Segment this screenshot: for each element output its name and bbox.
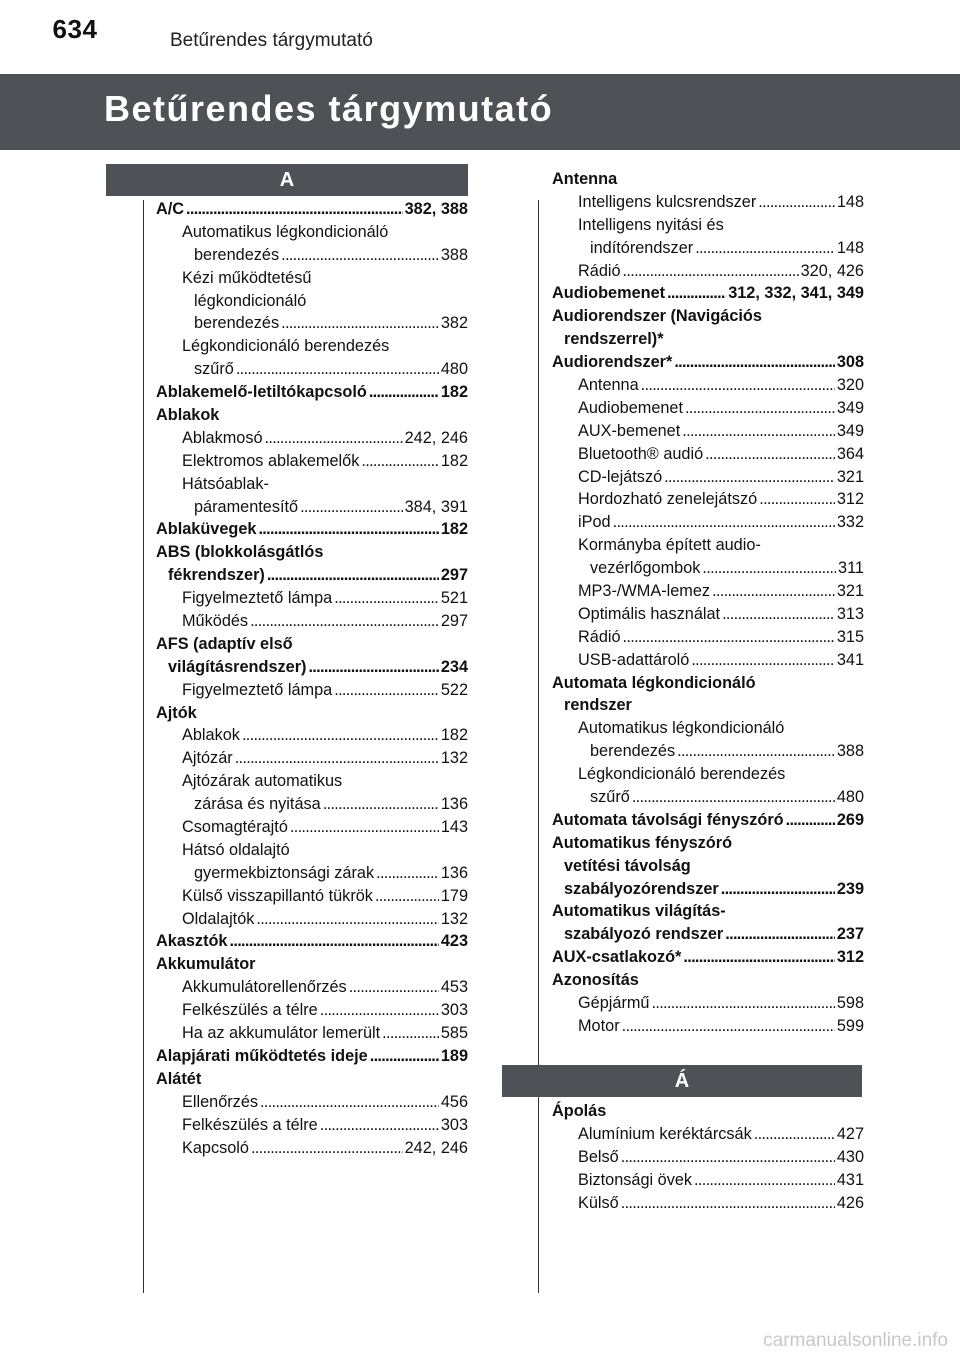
dot-leader xyxy=(675,740,835,763)
index-entry xyxy=(552,740,864,763)
index-entry xyxy=(156,335,468,358)
dot-leader xyxy=(650,992,835,1015)
index-entry-page: 480 xyxy=(836,788,864,807)
index-entry-term: Alumínium keréktárcsák xyxy=(578,1124,752,1143)
index-entry-term: Gépjármű xyxy=(578,994,650,1013)
index-entry-page: 364 xyxy=(836,444,864,463)
index-entry xyxy=(552,855,864,878)
dot-leader xyxy=(621,260,799,283)
index-entry-term: Kézi működtetésű xyxy=(182,268,312,287)
title-banner xyxy=(0,74,960,150)
dot-leader xyxy=(619,1146,835,1169)
index-entry xyxy=(552,466,864,489)
index-entry-term: Belső xyxy=(578,1147,619,1166)
dot-leader xyxy=(318,1114,439,1137)
index-entry xyxy=(156,862,468,885)
index-entry-term: Hátsóablak- xyxy=(182,474,269,493)
index-entry xyxy=(156,518,468,541)
index-entry xyxy=(552,237,864,260)
dot-leader xyxy=(719,878,835,901)
index-entry xyxy=(552,694,864,717)
index-entry xyxy=(552,786,864,809)
index-entry xyxy=(156,999,468,1022)
index-entry xyxy=(156,1045,468,1068)
index-entry xyxy=(552,1169,864,1192)
index-entry-term: MP3-/WMA-lemez xyxy=(578,582,711,601)
index-entry-page: 341 xyxy=(836,650,864,669)
index-entry-term: Elektromos ablakemelők xyxy=(182,451,360,470)
index-entry xyxy=(552,420,864,443)
index-entry xyxy=(552,557,864,580)
index-entry-term: CD-lejátszó xyxy=(578,467,663,486)
index-entry-term: Audiobemenet xyxy=(578,398,684,417)
index-entry xyxy=(156,450,468,473)
index-entry xyxy=(156,381,468,404)
index-entry-term: indítórendszer xyxy=(590,238,694,257)
index-entry xyxy=(552,946,864,969)
index-entry-page: 480 xyxy=(440,360,468,379)
index-entry xyxy=(552,1100,864,1123)
index-entry-term: szűrő xyxy=(194,360,234,379)
index-entry-term: Optimális használat xyxy=(578,604,721,623)
index-entry-page: 522 xyxy=(440,680,468,699)
index-entry xyxy=(156,656,468,679)
index-entry-page: 136 xyxy=(440,863,468,882)
index-entry xyxy=(156,702,468,725)
index-entry-term: Antenna xyxy=(552,169,618,188)
index-entry-page: 242, 246 xyxy=(404,1138,468,1157)
index-entry-page: 148 xyxy=(836,192,864,211)
index-entry-term: Ablaküvegek xyxy=(156,520,257,539)
index-entry-term: Akasztók xyxy=(156,932,228,951)
index-entry-term: Ápolás xyxy=(552,1101,607,1120)
dot-leader xyxy=(689,649,835,672)
dot-leader xyxy=(692,1169,835,1192)
index-entry xyxy=(552,603,864,626)
index-entry-page: 297 xyxy=(440,612,468,631)
index-entry xyxy=(156,724,468,747)
index-entry-term: berendezés xyxy=(194,245,280,264)
index-entry xyxy=(552,969,864,992)
index-entry-term: Rádió xyxy=(578,627,621,646)
index-entry-page: 431 xyxy=(836,1170,864,1189)
index-entry xyxy=(552,397,864,420)
index-entry-term: Rádió xyxy=(578,261,621,280)
dot-leader xyxy=(233,747,439,770)
index-entry-term: Felkészülés a télre xyxy=(182,1115,318,1134)
index-entry-term: ABS (blokkolásgátlós xyxy=(156,543,324,562)
column-divider-left xyxy=(143,200,144,1293)
dot-leader xyxy=(672,351,835,374)
index-entry-term: Ajtózár xyxy=(182,749,233,768)
index-entry xyxy=(552,992,864,1015)
index-entry xyxy=(552,260,864,283)
index-entry-term: Légkondicionáló berendezés xyxy=(578,765,786,784)
index-entry-page: 303 xyxy=(440,1001,468,1020)
dot-leader xyxy=(752,1123,835,1146)
index-entry-page: 384, 391 xyxy=(404,497,468,516)
index-entry-page: 521 xyxy=(440,589,468,608)
index-entry-page: 453 xyxy=(440,978,468,997)
index-entry xyxy=(156,473,468,496)
dot-leader xyxy=(367,381,439,404)
index-entry-page: 182 xyxy=(440,383,468,402)
index-entry-term: Kapcsoló xyxy=(182,1138,249,1157)
index-entry-term: gyermekbiztonsági zárak xyxy=(194,863,375,882)
index-entry-term: Ablakok xyxy=(182,726,240,745)
index-entry xyxy=(156,496,468,519)
index-entry-term: Figyelmeztető lámpa xyxy=(182,680,333,699)
index-entry-page: 179 xyxy=(440,886,468,905)
index-entry xyxy=(552,672,864,695)
index-entry-term: Alapjárati működtetés ideje xyxy=(156,1046,368,1065)
index-entry-page: 234 xyxy=(440,657,468,676)
index-entry xyxy=(156,1137,468,1160)
index-entry xyxy=(552,649,864,672)
index-entry-page: 598 xyxy=(836,994,864,1013)
index-entry-term: Automatikus fényszóró xyxy=(552,833,733,852)
index-entry xyxy=(552,214,864,237)
index-entry-page: 313 xyxy=(836,604,864,623)
dot-leader xyxy=(321,793,439,816)
dot-leader xyxy=(720,603,835,626)
index-entry-term: Hordozható zenelejátszó xyxy=(578,490,758,509)
index-entry-term: Ablakmosó xyxy=(182,428,263,447)
index-entry-page: 349 xyxy=(836,398,864,417)
dot-leader xyxy=(374,862,439,885)
dot-leader xyxy=(784,809,835,832)
index-entry-page: 388 xyxy=(836,742,864,761)
index-entry-page: 297 xyxy=(440,566,468,585)
index-entry-term: Automatikus légkondicionáló xyxy=(578,719,785,738)
index-entry-term: Antenna xyxy=(578,376,639,394)
index-entry xyxy=(156,976,468,999)
dot-leader xyxy=(710,580,835,603)
index-entry-term: Ajtózárak automatikus xyxy=(182,772,343,791)
dot-leader xyxy=(693,237,835,260)
index-entry-term: Akkumulátor xyxy=(156,955,256,974)
index-entry-page: 382 xyxy=(440,314,468,333)
index-entry xyxy=(552,901,864,924)
index-entry-page: 269 xyxy=(836,810,864,829)
index-entry xyxy=(156,885,468,908)
index-entry-term: Csomagtérajtó xyxy=(182,818,288,837)
dot-leader xyxy=(228,931,439,954)
index-entry-page: 148 xyxy=(836,238,864,257)
index-entry xyxy=(156,198,468,221)
index-entry-page: 426 xyxy=(836,1193,864,1212)
index-entry xyxy=(552,809,864,832)
index-entry-page: 239 xyxy=(836,879,864,898)
dot-leader xyxy=(256,518,438,541)
dot-leader xyxy=(757,488,835,511)
index-entry xyxy=(156,747,468,770)
index-entry xyxy=(156,1022,468,1045)
index-entry xyxy=(552,191,864,214)
index-entry xyxy=(552,580,864,603)
dot-leader xyxy=(318,999,439,1022)
dot-leader xyxy=(619,1192,835,1215)
index-entry-page: 132 xyxy=(440,909,468,928)
section-header-a: A xyxy=(106,164,468,196)
index-entry xyxy=(156,587,468,610)
index-entry-term: A/C xyxy=(156,199,185,218)
index-entry-term: Automata légkondicionáló xyxy=(552,673,756,692)
index-entry-term: Oldalajtók xyxy=(182,909,255,928)
index-entry xyxy=(552,832,864,855)
dot-leader xyxy=(288,816,439,839)
index-entry xyxy=(156,931,468,954)
index-entry xyxy=(156,610,468,633)
index-entry-term: Felkészülés a télre xyxy=(182,1001,318,1020)
index-column-right-a-acute xyxy=(552,1100,864,1214)
index-entry-page: 382, 388 xyxy=(404,199,468,218)
dot-leader xyxy=(621,626,835,649)
running-head: Betűrendes tárgymutató xyxy=(170,30,373,51)
index-entry-term: Kormányba épített audio- xyxy=(578,536,761,555)
index-entry xyxy=(156,427,468,450)
index-entry-term: vezérlőgombok xyxy=(590,559,701,578)
dot-leader xyxy=(611,511,835,534)
index-entry xyxy=(156,793,468,816)
index-entry-page: 182 xyxy=(440,451,468,470)
index-entry xyxy=(156,564,468,587)
index-entry-term: vetítési távolság xyxy=(564,856,691,875)
index-entry xyxy=(552,763,864,786)
index-entry-page: 321 xyxy=(836,582,864,601)
index-entry-term: Ajtók xyxy=(156,703,197,722)
index-entry xyxy=(156,908,468,931)
index-entry-term: berendezés xyxy=(194,314,280,333)
index-entry-page: 427 xyxy=(836,1124,864,1143)
dot-leader xyxy=(665,282,726,305)
index-entry-term: USB-adattároló xyxy=(578,650,690,669)
dot-leader xyxy=(347,976,439,999)
index-entry-term: Audiorendszer (Navigációs xyxy=(552,307,762,326)
index-entry-term: Hátsó oldalajtó xyxy=(182,840,290,859)
index-entry-term: Külső xyxy=(578,1193,619,1212)
index-entry-page: 456 xyxy=(440,1092,468,1111)
index-entry xyxy=(552,923,864,946)
index-entry-page: 237 xyxy=(836,925,864,944)
dot-leader xyxy=(332,679,439,702)
index-entry-term: Motor xyxy=(578,1016,620,1035)
dot-leader xyxy=(683,397,835,420)
index-entry-term: iPod xyxy=(578,513,611,532)
index-entry xyxy=(156,953,468,976)
index-entry-page: 312, 332, 341, 349 xyxy=(728,284,864,303)
index-entry-term: Ellenőrzés xyxy=(182,1092,259,1111)
index-entry xyxy=(552,488,864,511)
index-entry-term: Automata távolsági fényszóró xyxy=(552,810,784,829)
index-entry-page: 332 xyxy=(836,513,864,532)
index-entry-term: Ablakok xyxy=(156,406,220,424)
index-entry-term: Automatikus légkondicionáló xyxy=(182,222,389,241)
dot-leader xyxy=(258,1091,439,1114)
index-entry-page: 349 xyxy=(836,421,864,440)
index-entry-page: 312 xyxy=(836,490,864,509)
index-entry xyxy=(552,717,864,740)
index-entry-page: 388 xyxy=(440,245,468,264)
index-entry xyxy=(156,358,468,381)
dot-leader xyxy=(680,420,835,443)
index-entry xyxy=(156,633,468,656)
index-entry-page: 132 xyxy=(440,749,468,768)
dot-leader xyxy=(620,1015,835,1038)
index-entry-page: 242, 246 xyxy=(404,428,468,447)
dot-leader xyxy=(630,786,835,809)
page-number: 634 xyxy=(52,14,98,44)
index-entry-page: 320, 426 xyxy=(800,261,864,280)
index-entry-page: 182 xyxy=(440,520,468,539)
index-entry xyxy=(156,244,468,267)
dot-leader xyxy=(249,1137,403,1160)
dot-leader xyxy=(756,191,835,214)
dot-leader xyxy=(662,466,835,489)
dot-leader xyxy=(373,885,439,908)
index-entry-page: 315 xyxy=(836,627,864,646)
index-entry xyxy=(552,443,864,466)
dot-leader xyxy=(332,587,439,610)
index-entry-term: légkondicionáló xyxy=(194,291,307,310)
index-entry xyxy=(552,305,864,328)
index-entry-term: Ha az akkumulátor lemerült xyxy=(182,1024,381,1043)
index-entry-page: 320 xyxy=(836,376,864,394)
dot-leader xyxy=(240,724,439,747)
index-entry xyxy=(552,351,864,374)
index-entry-term: Alátét xyxy=(156,1069,202,1088)
index-entry xyxy=(552,878,864,901)
index-column-right xyxy=(552,168,864,1038)
index-entry-page: 182 xyxy=(440,726,468,745)
index-entry-term: AUX-bemenet xyxy=(578,421,681,440)
index-entry-page: 599 xyxy=(836,1016,864,1035)
index-entry xyxy=(552,626,864,649)
index-entry-page: 312 xyxy=(836,948,864,967)
index-entry-term: páramentesítő xyxy=(194,497,299,516)
index-entry xyxy=(552,328,864,351)
dot-leader xyxy=(279,244,439,267)
index-entry xyxy=(156,267,468,290)
dot-leader xyxy=(703,443,835,466)
index-entry xyxy=(552,282,864,305)
index-entry xyxy=(156,770,468,793)
index-entry-term: Azonosítás xyxy=(552,971,639,990)
index-entry xyxy=(156,839,468,862)
index-entry-term: Intelligens kulcsrendszer xyxy=(578,192,757,211)
index-entry-page: 585 xyxy=(440,1024,468,1043)
index-entry-term: AFS (adaptív első xyxy=(156,634,293,653)
index-entry-term: szűrő xyxy=(590,788,630,807)
index-entry xyxy=(156,312,468,335)
dot-leader xyxy=(248,610,439,633)
index-entry-term: világításrendszer) xyxy=(168,657,307,676)
index-entry-term: Audiobemenet xyxy=(552,284,666,303)
index-entry-term: Audiorendszer* xyxy=(552,353,673,372)
index-entry-term: szabályozó rendszer xyxy=(564,925,724,944)
index-entry-page: 308 xyxy=(836,353,864,372)
dot-leader xyxy=(254,908,438,931)
dot-leader xyxy=(723,923,835,946)
watermark: carmanualsonline.info xyxy=(763,1330,948,1351)
index-entry-page: 303 xyxy=(440,1115,468,1134)
index-entry xyxy=(156,1091,468,1114)
index-entry-term: Bluetooth® audió xyxy=(578,444,704,463)
index-column-left xyxy=(156,198,468,1159)
index-entry-term: AUX-csatlakozó* xyxy=(552,948,682,967)
index-entry-term: berendezés xyxy=(590,742,676,761)
dot-leader xyxy=(279,312,439,335)
index-entry xyxy=(552,168,864,191)
index-entry-term: Akkumulátorellenőrzés xyxy=(182,978,347,997)
index-entry xyxy=(156,816,468,839)
page-title: Betűrendes tárgymutató xyxy=(104,88,554,129)
dot-leader xyxy=(306,656,438,679)
index-entry-term: Biztonsági övek xyxy=(578,1170,693,1189)
index-entry xyxy=(156,1114,468,1137)
index-entry xyxy=(156,290,468,313)
index-entry xyxy=(552,511,864,534)
index-entry-page: 143 xyxy=(440,818,468,837)
dot-leader xyxy=(639,374,835,397)
index-entry xyxy=(156,541,468,564)
index-entry xyxy=(156,679,468,702)
index-entry xyxy=(156,221,468,244)
dot-leader xyxy=(298,496,403,519)
index-entry-term: Külső visszapillantó tükrök xyxy=(182,886,373,905)
dot-leader xyxy=(700,557,836,580)
index-entry-page: 321 xyxy=(836,467,864,486)
dot-leader xyxy=(359,450,438,473)
index-entry xyxy=(156,404,468,427)
index-entry-page: 423 xyxy=(440,932,468,951)
index-entry xyxy=(552,374,864,397)
section-header-a-acute: Á xyxy=(502,1065,862,1097)
dot-leader xyxy=(234,358,439,381)
index-entry-page: 189 xyxy=(440,1046,468,1065)
index-entry xyxy=(552,1146,864,1169)
dot-leader xyxy=(368,1045,439,1068)
dot-leader xyxy=(263,427,403,450)
index-entry-term: Automatikus világítás- xyxy=(552,902,726,921)
index-entry xyxy=(552,1192,864,1215)
index-entry xyxy=(552,1123,864,1146)
dot-leader xyxy=(265,564,439,587)
index-entry-term: Ablakemelő-letiltókapcsoló xyxy=(156,383,367,402)
dot-leader xyxy=(681,946,834,969)
index-entry-term: rendszer xyxy=(564,696,632,715)
index-entry-term: szabályozórendszer xyxy=(564,879,719,898)
index-entry xyxy=(156,1068,468,1091)
dot-leader xyxy=(184,198,403,221)
index-entry xyxy=(552,534,864,557)
index-entry-term: zárása és nyitása xyxy=(194,795,321,814)
index-entry-term: Működés xyxy=(182,612,249,631)
index-entry-term: Légkondicionáló berendezés xyxy=(182,337,390,356)
column-divider-middle xyxy=(538,200,539,1293)
index-entry-term: rendszerrel)* xyxy=(564,330,664,349)
dot-leader xyxy=(380,1022,439,1045)
index-entry-term: Intelligens nyitási és xyxy=(578,215,724,234)
index-entry-term: fékrendszer) xyxy=(168,566,265,585)
index-entry-page: 311 xyxy=(838,559,864,578)
index-entry-page: 430 xyxy=(836,1147,864,1166)
index-entry xyxy=(552,1015,864,1038)
index-entry-term: Figyelmeztető lámpa xyxy=(182,589,333,608)
index-entry-page: 136 xyxy=(440,795,468,814)
